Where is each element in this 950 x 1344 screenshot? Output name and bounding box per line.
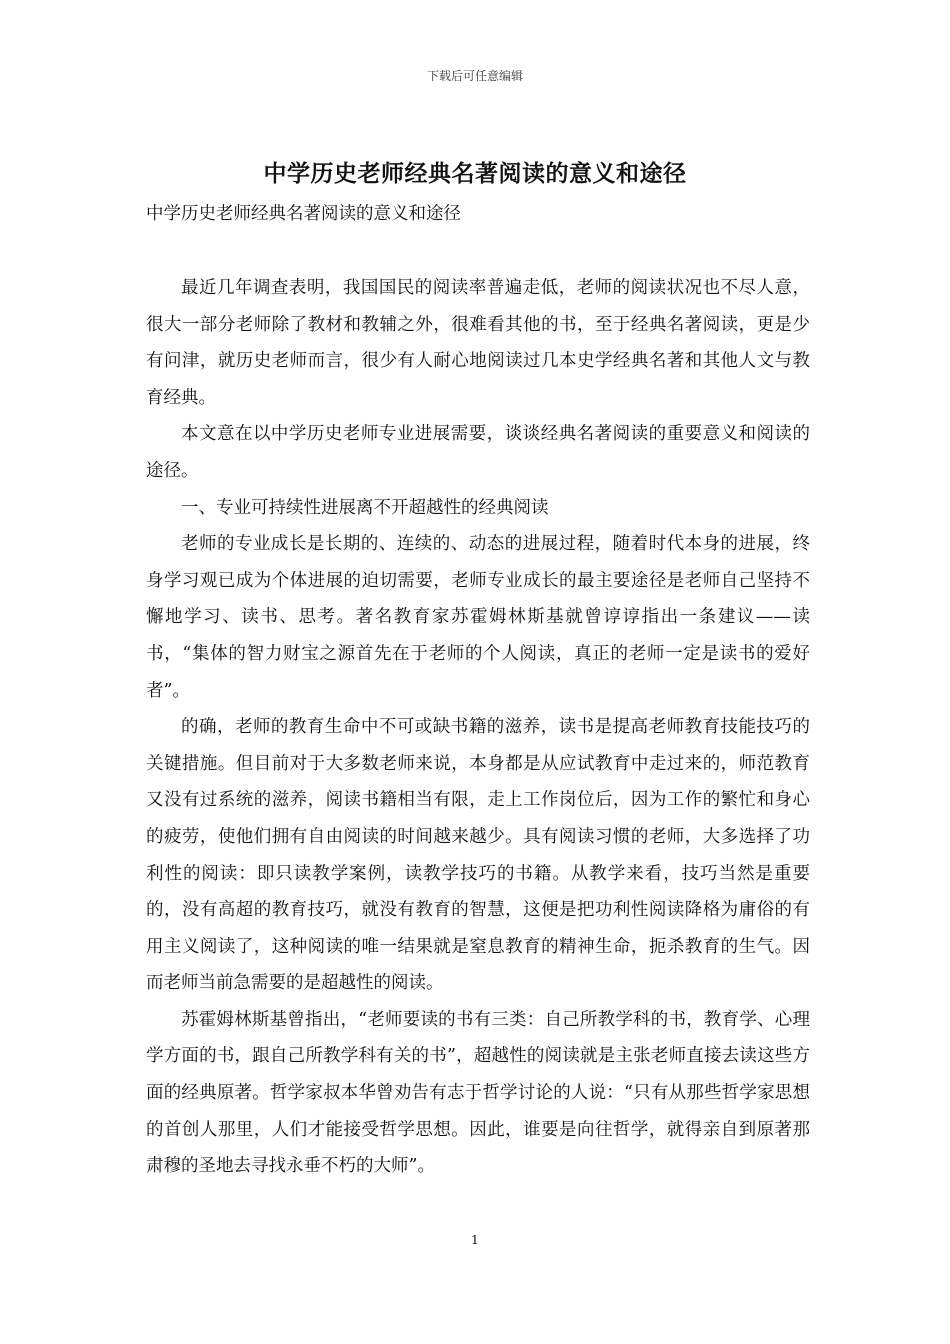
paragraph: 的确，老师的教育生命中不可或缺书籍的滋养，读书是提高老师教育技能技巧的关键措施。但目前对于大多数老师来说，本身都是从应试教育中走过来的，师范教育又没有过系统的滋养，阅读书籍相当有限，走上工作岗位后，因为工作的繁忙和身心的疲劳，使他们拥有自由阅读的时间越来越少。具有阅读习惯的老师，大多选择了功利性的阅读：即只读教学案例，读教学技巧的书籍。从教学来看，技巧当然是重要的，没有高超的教育技巧，就没有教育的智慧，这便是把功利性阅读降格为庸俗的有用主义阅读了，这种阅读的唯一结果就是窒息教育的精神生命，扼杀教育的生气。因而老师当前急需要的是超越性的阅读。 bbox=[146, 717, 810, 994]
paragraph: 苏霍姆林斯基曾指出，“老师要读的书有三类：自己所教学科的书，教育学、心理学方面的书，跟自己所教学科有关的书”，超越性的阅读就是主张老师直接去读这些方面的经典原著。哲学家叔本华曾劝告有志于哲学讨论的人说：“只有从那些哲学家思想的首创人那里，人们才能接受哲学思想。因此，谁要是向往哲学，就得亲自到原著那肃穆的圣地去寻找永垂不朽的大师”。 bbox=[146, 1009, 810, 1177]
section-heading: 一、专业可持续性进展离不开超越性的经典阅读 bbox=[181, 497, 549, 518]
paragraph: 最近几年调查表明，我国国民的阅读率普遍走低，老师的阅读状况也不尽人意，很大一部分老师除了教材和教辅之外，很难看其他的书，至于经典名著阅读，更是少有问津，就历史老师而言，很少有人耐心地阅读过几本史学经典名著和其他人文与教育经典。 bbox=[146, 278, 810, 408]
document-body bbox=[146, 270, 810, 1185]
document-subtitle: 中学历史老师经典名著阅读的意义和途径 bbox=[146, 204, 461, 224]
page-number: 1 bbox=[471, 1233, 479, 1247]
header-note: 下载后可任意编辑 bbox=[426, 69, 523, 83]
document-title: 中学历史老师经典名著阅读的意义和途径 bbox=[263, 160, 687, 187]
paragraph: 老师的专业成长是长期的、连续的、动态的进展过程，随着时代本身的进展，终身学习观已成为个体进展的迫切需要，老师专业成长的最主要途径是老师自己坚持不懈地学习、读书、思考。著名教育家苏霍姆林斯基就曾谆谆指出一条建议——读书，“集体的智力财宝之源首先在于老师的个人阅读，真正的老师一定是读书的爱好者”。 bbox=[146, 534, 810, 701]
paragraph: 本文意在以中学历史老师专业进展需要，谈谈经典名著阅读的重要意义和阅读的途径。 bbox=[146, 424, 810, 481]
